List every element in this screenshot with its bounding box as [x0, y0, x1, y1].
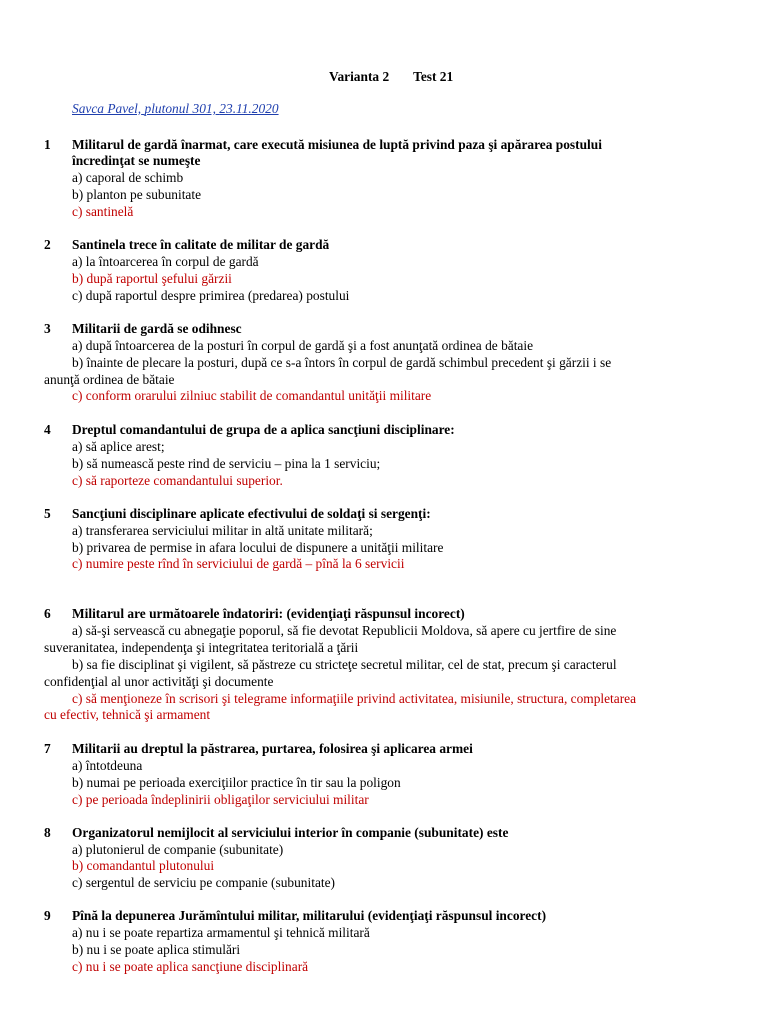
- option-a: a) la întoarcerea în corpul de gardă: [72, 254, 259, 269]
- option-c: c) sergentul de serviciu pe companie (subunitate): [72, 875, 336, 890]
- option-c-correct: c) numire peste rînd în serviciului de gardă – pînă la 6 servicii: [72, 556, 405, 571]
- question-number: 9: [44, 908, 51, 923]
- option-c-correct: c) santinelă: [72, 204, 134, 219]
- variant-label: Varianta 2: [329, 69, 390, 84]
- option-a: a) să-şi servească cu abnegaţie poporul, să fie devotat Republicii Moldova, să apere cu jertfire de sine: [72, 623, 617, 638]
- option-a: a) plutonierul de companie (subunitate): [72, 842, 284, 857]
- option-a: a) după întoarcerea de la posturi în corpul de gardă şi a fost anunţată ordinea de bătaie: [72, 338, 534, 353]
- question-number: 3: [44, 321, 51, 336]
- platoon: plutonul 301,: [144, 101, 216, 116]
- option-a: a) transferarea serviciului militar in altă unitate militară;: [72, 523, 373, 538]
- option-b: b) nu i se poate aplica stimulări: [72, 942, 241, 957]
- option-a-cont: suveranitatea, independenţa şi integritatea teritorială a ţării: [44, 640, 359, 655]
- option-c-correct: c) să raporteze comandantului superior.: [72, 473, 283, 488]
- option-a: a) să aplice arest;: [72, 439, 165, 454]
- option-b-correct: b) după raportul şefului gărzii: [72, 271, 232, 286]
- student-name: Savca Pavel,: [72, 101, 142, 116]
- option-c-correct: c) să menţioneze în scrisori şi telegrame informaţiile privind activitatea, misiunile, structura, completarea: [72, 691, 637, 706]
- test-label: Test 21: [413, 69, 454, 84]
- question-number: 8: [44, 825, 51, 840]
- question-text: Militarul are următoarele îndatoriri: (evidenţiaţi răspunsul incorect): [72, 606, 465, 621]
- question-number: 7: [44, 741, 51, 756]
- question-text: Militarii de gardă se odihnesc: [72, 321, 242, 336]
- question-text-cont: încredinţat se numeşte: [72, 153, 201, 168]
- student-info: [72, 101, 279, 117]
- question-number: 5: [44, 506, 51, 521]
- option-c-correct: c) pe perioada îndeplinirii obligaţilor serviciului militar: [72, 792, 369, 807]
- question-text: Pînă la depunerea Jurămîntului militar, militarului (evidenţiaţi răspunsul incorect): [72, 908, 547, 923]
- question-text: Militarul de gardă înarmat, care execută misiunea de luptă privind paza şi apărarea postului: [72, 137, 602, 152]
- option-a: a) întotdeuna: [72, 758, 143, 773]
- question-text: Militarii au dreptul la păstrarea, purtarea, folosirea şi aplicarea armei: [72, 741, 473, 756]
- option-b-correct: b) comandantul plutonului: [72, 858, 215, 873]
- question-text: Organizatorul nemijlocit al serviciului interior în companie (subunitate) este: [72, 825, 509, 840]
- question-text: Sancţiuni disciplinare aplicate efectivului de soldaţi si sergenţi:: [72, 506, 431, 521]
- question-number: 2: [44, 237, 51, 252]
- option-c-cont: cu efectiv, tehnică şi armament: [44, 707, 211, 722]
- option-c: c) după raportul despre primirea (predarea) postului: [72, 288, 350, 303]
- option-b-cont: confidenţial al unor activităţi şi documente: [44, 674, 274, 689]
- option-c-correct: c) nu i se poate aplica sancţiune disciplinară: [72, 959, 309, 974]
- option-b: b) sa fie disciplinat şi vigilent, să păstreze cu stricteţe secretul militar, cel de stat, precum şi caracterul: [72, 657, 617, 672]
- question-text: Santinela trece în calitate de militar de gardă: [72, 237, 330, 252]
- option-b: b) privarea de permise in afara locului de dispunere a unităţii militare: [72, 540, 444, 555]
- option-b: b) înainte de plecare la posturi, după ce s-a întors în corpul de gardă schimbul precedent şi gărzii i se: [72, 355, 612, 370]
- option-c-correct: c) conform orarului zilniuc stabilit de comandantul unităţii militare: [72, 388, 432, 403]
- header-title: [329, 69, 453, 85]
- option-b: b) să numească peste rind de serviciu – pina la 1 serviciu;: [72, 456, 381, 471]
- option-b-cont: anunţă ordinea de bătaie: [44, 372, 175, 387]
- option-a: a) caporal de schimb: [72, 170, 184, 185]
- date: 23.11.2020: [219, 101, 279, 116]
- question-number: 4: [44, 422, 51, 437]
- option-b: b) planton pe subunitate: [72, 187, 202, 202]
- option-a: a) nu i se poate repartiza armamentul şi tehnică militară: [72, 925, 370, 940]
- option-b: b) numai pe perioada exerciţiilor practice în tir sau la poligon: [72, 775, 401, 790]
- question-text: Dreptul comandantului de grupa de a aplica sancţiuni disciplinare:: [72, 422, 455, 437]
- question-number: 6: [44, 606, 51, 621]
- question-number: 1: [44, 137, 51, 152]
